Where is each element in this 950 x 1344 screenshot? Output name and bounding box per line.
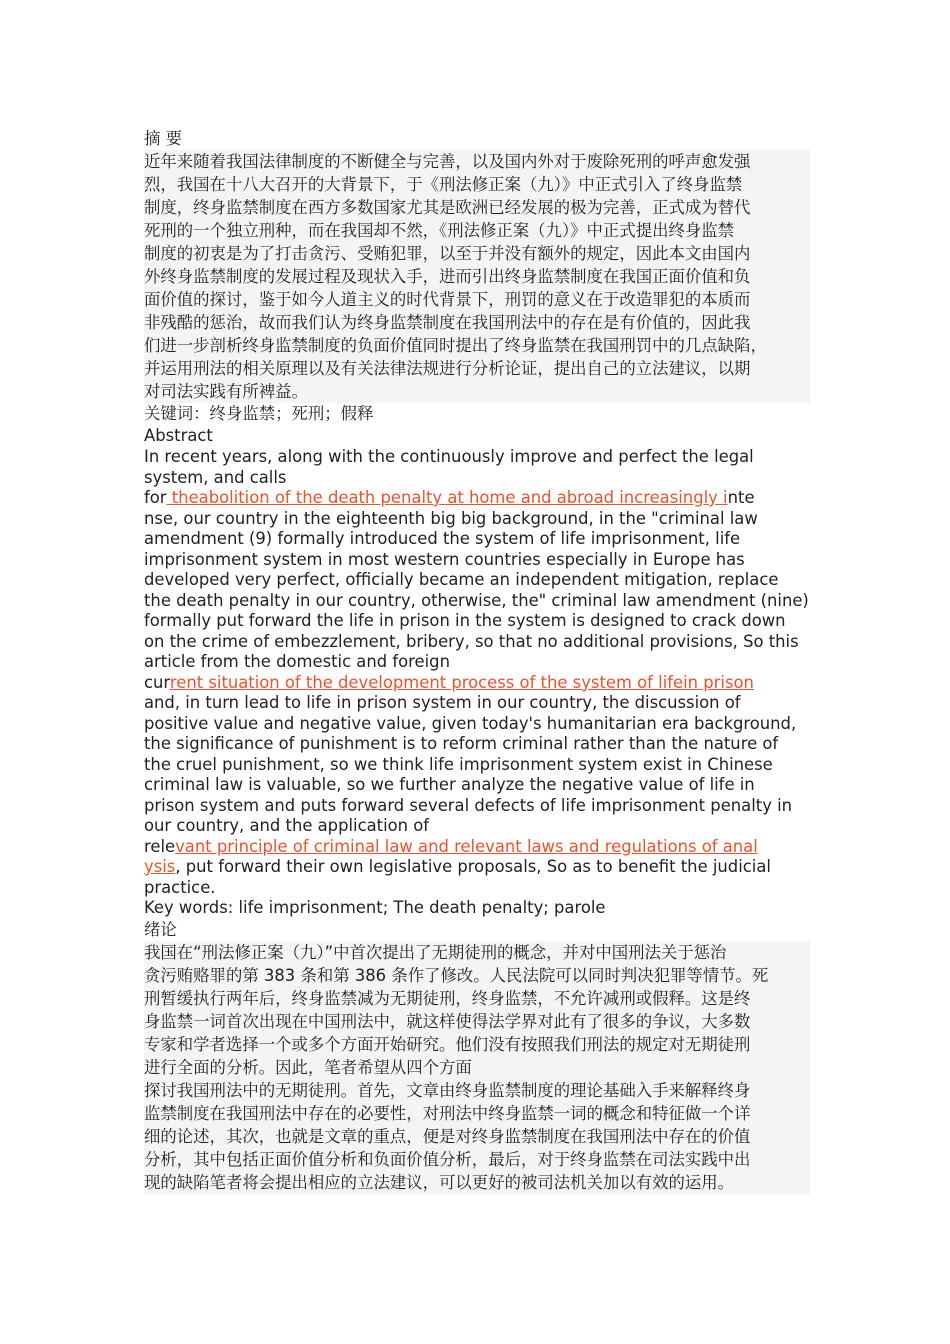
intro-line: 贪污贿赂罪的第 383 条和第 386 条作了修改。人民法院可以同时判决犯罪等情节。死 [144,965,769,985]
tracked-change-insertion: vant principle of criminal law and relevant laws and regulations of anal [175,836,758,856]
abstract-en-text: cur [144,672,170,692]
abstract-cn-paragraph [144,150,810,403]
abstract-en-text [144,857,810,898]
abstract-cn-line: 面价值的探讨，鉴于如今人道主义的时代背景下，刑罚的意义在于改造罪犯的本质而 [144,290,751,309]
document-body [144,128,810,1194]
abstract-en-keywords: Key words: life imprisonment; The death penalty; parole [144,898,606,917]
intro-line: 探讨我国刑法中的无期徒刑。首先，文章由终身监禁制度的理论基础入手来解释终身 [144,1080,751,1100]
tracked-change-insertion: ysis [144,857,176,876]
intro-paragraph-2 [144,1079,810,1194]
abstract-cn-line: 非残酷的惩治，故而我们认为终身监禁制度在我国刑法中的存在是有价值的，因此我 [144,313,751,332]
abstract-en-line [144,488,810,509]
tracked-change-insertion: theabolition of the death penalty at home and abroad increasingly i [166,488,728,507]
abstract-en-text: for [144,488,167,507]
abstract-cn-line: 们进一步剖析终身监禁制度的负面价值同时提出了终身监禁在我国刑罚中的几点缺陷， [144,336,767,355]
abstract-en-text: and, in turn lead to life in prison system in our country, the discussion of positive value and negative value, given today's humanitarian era background, the significance of punishment is to reform criminal rather than the nature of the cruel punishment, so we think life imprisonment system exist in Chinese criminal law is valuable, so we further analyze the negative value of life in prison system and puts forward several defects of life imprisonment penalty in our country, and the application of [144,693,797,835]
abstract-en-paragraph [144,447,810,919]
abstract-en-line [144,673,810,694]
abstract-en-text: , put forward their own legislative proposals, So as to benefit the judicial practice. [144,857,771,897]
abstract-en-text: nte [727,488,755,507]
abstract-cn-line: 制度，终身监禁制度在西方多数国家尤其是欧洲已经发展的极为完善，正式成为替代 [144,198,751,217]
abstract-cn-line: 烈，我国在十八大召开的大背景下，于《刑法修正案（九）》中正式引入了终身监禁 [144,175,743,194]
abstract-cn-line: 制度的初衷是为了打击贪污、受贿犯罪，以至于并没有额外的规定，因此本文由国内 [144,244,751,263]
abstract-cn-line: 近年来随着我国法律制度的不断健全与完善，以及国内外对于废除死刑的呼声愈发强 [144,152,751,171]
abstract-en-text: nse, our country in the eighteenth big big background, in the "criminal law amendment (9) formally introduced the system of life imprisonment, life imprisonment system in most western countries especially in Europe has developed very perfect, officially became an independent mitigation, replace the death penalty in our country, otherwise, the" criminal law amendment (nine) formally put forward the life in prison in the system is designed to crack down on the crime of embezzlement, bribery, so that no additional provisions, So this article from the domestic and foreign [144,508,809,671]
tracked-change-insertion: rent situation of the development process of the system of lifein prison [169,672,754,692]
intro-line: 我国在“刑法修正案（九）”中首次提出了无期徒刑的概念，并对中国刑法关于惩治 [144,942,727,962]
intro-line: 身监禁一词首次出现在中国刑法中，就这样使得法学界对此有了很多的争议，大多数 [144,1011,751,1031]
intro-heading: 绪论 [144,919,177,939]
intro-line: 分析，其中包括正面价值分析和负面价值分析，最后，对于终身监禁在司法实践中出 [144,1149,751,1169]
abstract-en-line [144,837,810,858]
abstract-cn-line: 死刑的一个独立刑种，而在我国却不然，《刑法修正案（九）》中正式提出终身监禁 [144,221,735,240]
abstract-en-heading: Abstract [144,426,213,445]
abstract-cn-line: 并运用刑法的相关原理以及有关法律法规进行分析论证，提出自己的立法建议，以期 [144,359,751,378]
intro-line: 专家和学者选择一个或多个方面开始研究。他们没有按照我们刑法的规定对无期徒刑 [144,1034,751,1054]
abstract-cn-line: 对司法实践有所裨益。 [144,382,308,401]
abstract-en-line: In recent years, along with the continuously improve and perfect the legal [144,447,754,466]
intro-line: 刑暂缓执行两年后，终身监禁减为无期徒刑，终身监禁，不允许减刑或假释。这是终 [144,988,751,1008]
intro-line: 现的缺陷笔者将会提出相应的立法建议，可以更好的被司法机关加以有效的运用。 [144,1172,735,1192]
intro-paragraph-1 [144,941,810,1079]
abstract-cn-line: 外终身监禁制度的发展过程及现状入手，进而引出终身监禁制度在我国正面价值和负 [144,267,751,286]
abstract-en-text: rele [144,836,176,856]
intro-line: 细的论述，其次，也就是文章的重点，便是对终身监禁制度在我国刑法中存在的价值 [144,1126,751,1146]
abstract-cn-keywords: 关键词：终身监禁；死刑；假释 [144,404,374,423]
intro-line: 进行全面的分析。因此，笔者希望从四个方面 [144,1057,472,1077]
abstract-cn-heading: 摘 要 [144,129,182,148]
abstract-en-line: system, and calls [144,467,287,487]
intro-line: 监禁制度在我国刑法中存在的必要性，对刑法中终身监禁一词的概念和特征做一个详 [144,1103,751,1123]
